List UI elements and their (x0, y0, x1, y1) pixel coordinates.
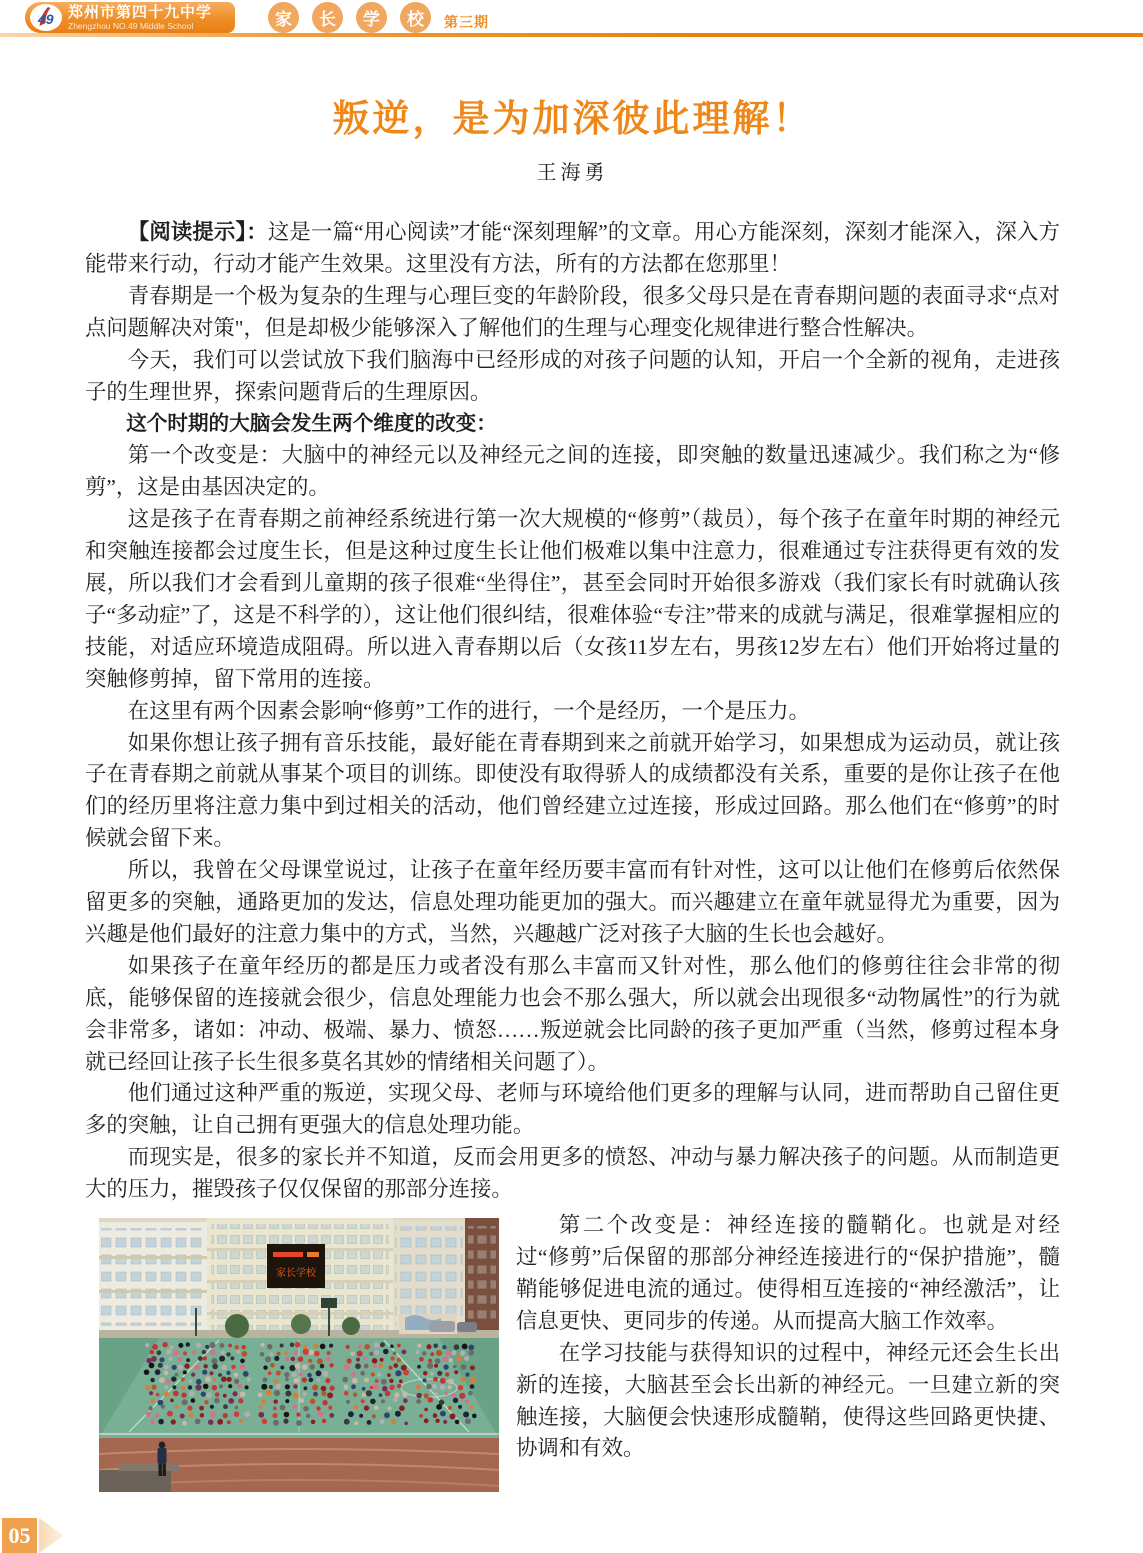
school-name-en: Zhengzhou NO.49 Middle School (68, 20, 194, 31)
masthead-circle-2: 长 (312, 2, 343, 33)
masthead-circle-1: 家 (268, 2, 299, 33)
paragraph: 这是孩子在青春期之前神经系统进行第一次大规模的“修剪”（裁员），每个孩子在童年时期的神经元和突触连接都会过度生长，但是这种过度生长让他们极难以集中注意力，很难通过专注获得更有效的发展，所以我们才会看到儿童期的孩子很难“坐得住”，甚至会同时开始很多游戏（我们家长有时就确认孩子“多动症”了，这是不科学的），这让他们很纠结，很难体验“专注”带来的成就与满足，很难掌握相应的技能，对适应环境造成阻碍。所以进入青春期以后（女孩11岁左右，男孩12岁左右）他们开始将过量的突触修剪掉，留下常用的连接。 (85, 507, 1060, 691)
led-screen-text: 家长学校 (276, 1268, 316, 1280)
svg-text:49: 49 (38, 11, 54, 27)
school-banner (25, 2, 235, 33)
paragraph: 所以，我曾在父母课堂说过，让孩子在童年经历要丰富而有针对性，这可以让他们在修剪后依然保留更多的突触，通路更加的发达，信息处理功能更加的强大。而兴趣建立在童年就显得尤为重要，因为兴趣是他们最好的注意力集中的方式，当然，兴趣越广泛对孩子大脑的生长也会越好。 (85, 858, 1060, 946)
paragraph: 青春期是一个极为复杂的生理与心理巨变的年龄阶段，很多父母只是在青春期问题的表面寻求“点对点问题解决对策"，但是却极少能够深入了解他们的生理与心理变化规律进行整合性解决。 (85, 283, 1060, 340)
paragraph: 在这里有两个因素会影响“修剪”工作的进行，一个是经历，一个是压力。 (127, 698, 810, 723)
paragraph-lead: 【阅读提示】： (127, 220, 268, 244)
header-divider (0, 33, 1143, 37)
article-title: 叛逆，是为加深彼此理解！ (332, 99, 813, 140)
article-author: 王海勇 (536, 162, 609, 184)
school-name-cn: 郑州市第四十九中学 (68, 3, 213, 21)
article-body-top (85, 217, 1060, 1206)
paragraph: 【阅读提示】：这是一篇“用心阅读”才能“深刻理解”的文章。用心方能深刻，深刻才能深入，深入方能带来行动，行动才能产生效果。这里没有方法，所有的方法都在您那里！ (85, 220, 1060, 276)
masthead-circle-3: 学 (356, 2, 387, 33)
paragraph: 而现实是，很多的家长并不知道，反而会用更多的愤怒、冲动与暴力解决孩子的问题。从而制造更大的压力，摧毁孩子仅仅保留的那部分连接。 (85, 1145, 1060, 1202)
paragraph: 他们通过这种严重的叛逆，实现父母、老师与环境给他们更多的理解与认同，进而帮助自己留住更多的突触，让自己拥有更强大的信息处理功能。 (85, 1081, 1060, 1138)
led-screen (267, 1244, 325, 1288)
school-names (68, 5, 212, 31)
page-number: 05 (2, 1518, 37, 1553)
paragraph: 在学习技能与获得知识的过程中，神经元还会生长出新的连接，大脑甚至会长出新的神经元。一旦建立新的突触连接，大脑便会快速形成髓鞘，使得这些回路更快捷、协调和有效。 (516, 1340, 1060, 1461)
school-logo-49-icon (31, 5, 61, 30)
issue-label: 第三期 (444, 13, 489, 30)
masthead-circle-4: 校 (400, 2, 431, 33)
paragraph: 如果你想让孩子拥有音乐技能，最好能在青春期到来之前就开始学习，如果想成为运动员，就让孩子在青春期之前就从事某个项目的训练。即使没有取得骄人的成绩都没有关系，重要的是你让孩子在他们的经历里将注意力集中到过相关的活动，他们曾经建立过连接，形成过回路。那么他们在“修剪”的时候就会留下来。 (85, 730, 1060, 851)
masthead-title (268, 2, 489, 33)
article-body-bottom (85, 1210, 1060, 1494)
page-number-arrow-icon (39, 1518, 64, 1553)
assembly-photo (99, 1218, 499, 1492)
paragraph: 第一个改变是：大脑中的神经元以及神经元之间的连接，即突触的数量迅速减少。我们称之为“修剪”，这是由基因决定的。 (85, 443, 1060, 500)
assembly-photo-graphic (99, 1218, 499, 1492)
article (85, 96, 1060, 1494)
paragraph: 这个时期的大脑会发生两个维度的改变： (126, 412, 497, 436)
paragraph: 今天，我们可以尝试放下我们脑海中已经形成的对孩子问题的认知，开启一个全新的视角，走进孩子的生理世界，探索问题背后的生理原因。 (85, 347, 1060, 404)
masthead (0, 2, 1143, 33)
paragraph: 如果孩子在童年经历的都是压力或者没有那么丰富而又针对性，那么他们的修剪往往会非常的彻底，能够保留的连接就会很少，信息处理能力也会不那么强大，所以就会出现很多“动物属性”的行为就会非常多，诸如：冲动、极端、暴力、愤怒……叛逆就会比同龄的孩子更加严重（当然，修剪过程本身就已经回让孩子长生很多莫名其妙的情绪相关问题了）。 (85, 953, 1060, 1074)
paragraph: 第二个改变是：神经连接的髓鞘化。也就是对经过“修剪”后保留的那部分神经连接进行的“保护措施”，髓鞘能够促进电流的通过。使得相互连接的“神经激活”，让信息更快、更同步的传递。从而提高大脑工作效率。 (516, 1213, 1060, 1333)
school-logo (30, 4, 62, 31)
